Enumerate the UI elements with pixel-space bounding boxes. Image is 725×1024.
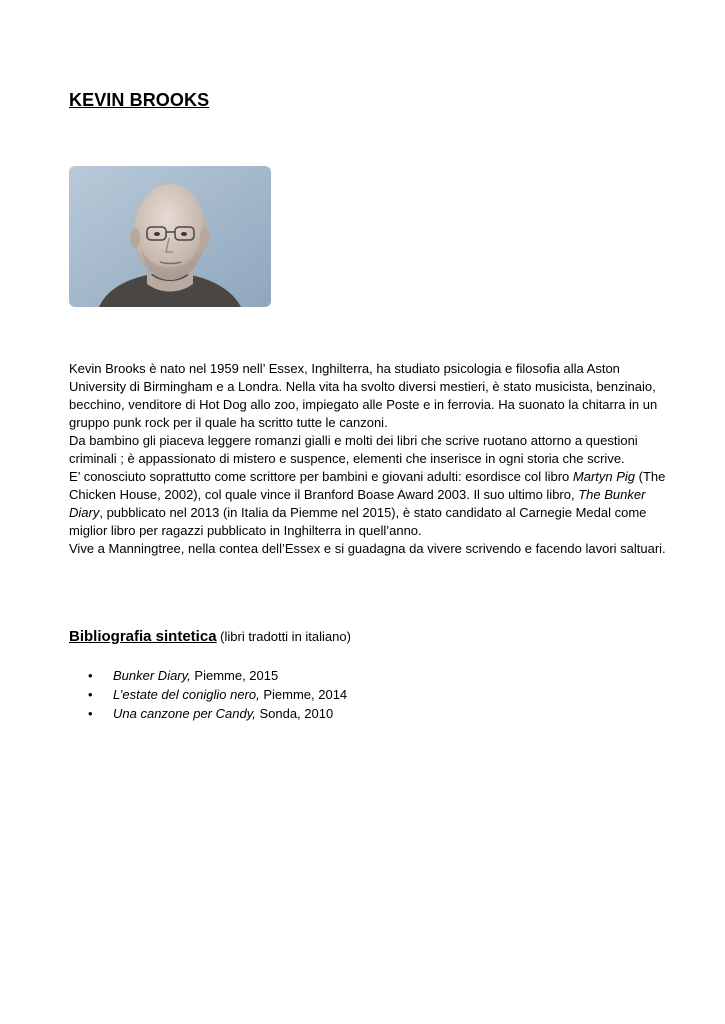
bibliography-heading bbox=[69, 628, 351, 645]
book-title: Bunker Diary, bbox=[113, 668, 191, 683]
biography bbox=[69, 360, 669, 558]
bio-text: E’ conosciuto soprattutto come scrittore per bambini e giovani adulti: esordisce col libro bbox=[69, 469, 573, 484]
book-publisher: Sonda, 2010 bbox=[255, 706, 334, 721]
book-title: The Bunker Diary bbox=[69, 487, 646, 520]
bibliography-list bbox=[69, 666, 347, 723]
bullet-icon: • bbox=[88, 706, 93, 721]
author-portrait-image bbox=[69, 166, 271, 307]
list-item bbox=[69, 666, 347, 685]
bullet-icon: • bbox=[88, 668, 93, 683]
page-title: KEVIN BROOKS bbox=[69, 90, 210, 110]
book-title: Una canzone per Candy, bbox=[113, 706, 256, 721]
bio-paragraph: Kevin Brooks è nato nel 1959 nell’ Essex, Inghilterra, ha studiato psicologia e filosofia alla Aston University di Birmingham e a Londra. Nella vita ha svolto diversi mestieri, è stato musicista, benzinaio, becchino, venditore di Hot Dog allo zoo, impiegato alle Poste e in ferrovia. Ha suonato la chitarra in un gruppo punk rock per il quale ha scritto tutte le canzoni. bbox=[69, 361, 658, 430]
bio-paragraph bbox=[69, 468, 669, 540]
list-item bbox=[69, 704, 347, 723]
bio-paragraph: Da bambino gli piaceva leggere romanzi gialli e molti dei libri che scrive ruotano attorno a questioni criminali ; è appassionato di mistero e suspence, elementi che inserisce in ogni storia che scrive. bbox=[69, 433, 638, 466]
book-title: Martyn Pig bbox=[572, 469, 636, 484]
bio-paragraph: Vive a Manningtree, nella contea dell’Essex e si guadagna da vivere scrivendo e facendo lavori saltuari. bbox=[69, 541, 666, 556]
book-title: L’estate del coniglio nero, bbox=[113, 687, 260, 702]
bibliography-subtitle: (libri tradotti in italiano) bbox=[216, 629, 351, 644]
bullet-icon: • bbox=[88, 687, 93, 702]
bibliography-title: Bibliografia sintetica bbox=[69, 628, 217, 645]
author-photo bbox=[69, 166, 271, 307]
bio-text: (The Chicken House, 2002), col quale vince il Branford Boase Award 2003. Il suo ultimo libro, bbox=[69, 469, 666, 502]
book-publisher: Piemme, 2014 bbox=[259, 687, 348, 702]
bio-text: , pubblicato nel 2013 (in Italia da Piemme nel 2015), è stato candidato al Carnegie Medal come miglior libro per ragazzi pubblicato in Inghilterra in quell’anno. bbox=[69, 505, 647, 538]
book-publisher: Piemme, 2015 bbox=[190, 668, 279, 683]
list-item bbox=[69, 685, 347, 704]
